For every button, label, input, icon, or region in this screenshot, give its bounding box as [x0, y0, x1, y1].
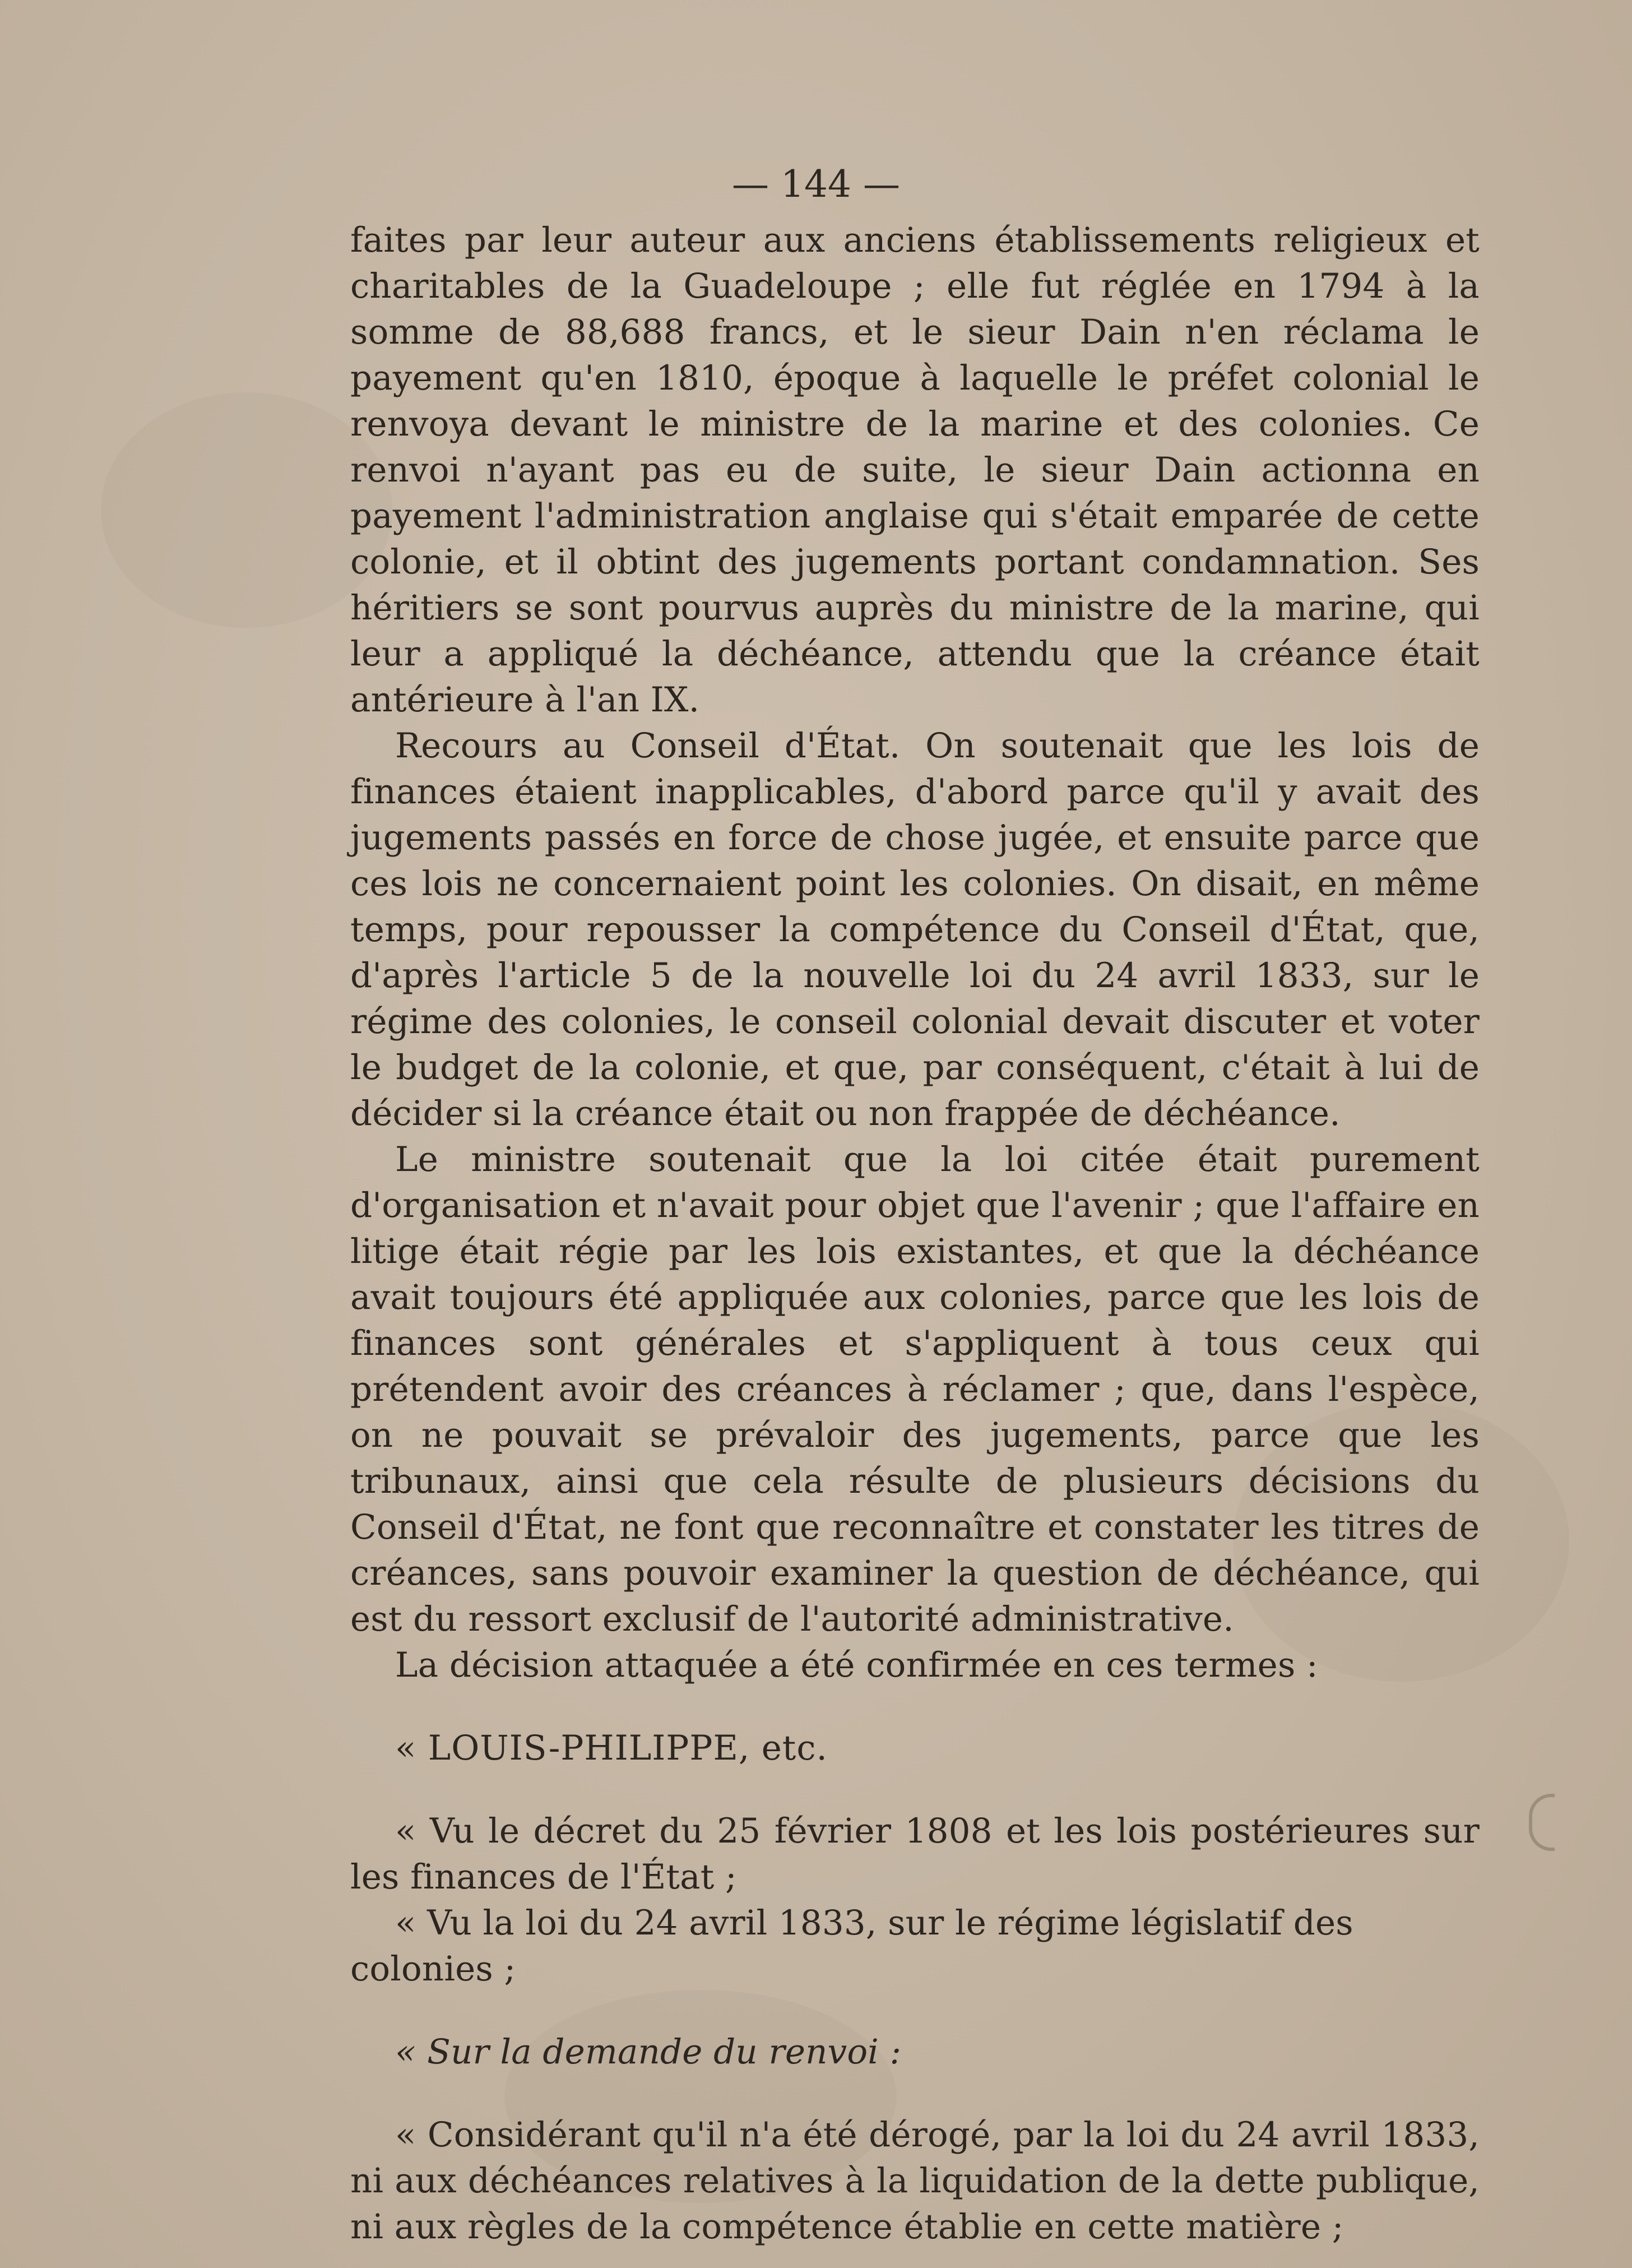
paragraph-sur-demande: « Sur la demande du renvoi : — [395, 2032, 902, 2072]
paragraph-ministre: Le ministre soutenait que la loi citée était purement d'organisation et n'avait pour objet que l'avenir ; que l'affaire en litige était régie par les lois existantes, et que la déchéance avait toujours été appliquée aux colonies, parce que les lois de finances sont générales et s'appliquent à tous ceux qui prétendent avoir des créances à réclamer ; que, dans l'espèce, on ne pouvait se prévaloir des jugements, parce que les tribunaux, ainsi que cela résulte de plusieurs décisions du Conseil d'État, ne font que reconnaître et constater les titres de créances, sans pouvoir examiner la question de déchéance, qui est du ressort exclusif de l'autorité administrative. — [350, 1140, 1480, 1639]
paragraph-recours: Recours au Conseil d'État. On soutenait que les lois de finances étaient inapplicables, d'abord parce qu'il y avait des jugements passés en force de chose jugée, et ensuite parce que ces lois ne concernaient point les colonies. On disait, en même temps, pour repousser la compétence du Conseil d'État, que, d'après l'article 5 de la nouvelle loi du 24 avril 1833, sur le régime des colonies, le conseil colonial devait discuter et voter le budget de la colonie, et que, par conséquent, c'était à lui de décider si la créance était ou non frappée de déchéance. — [350, 726, 1480, 1133]
page-edge-mark — [1529, 1794, 1555, 1851]
paragraph-considerant: « Considérant qu'il n'a été dérogé, par la loi du 24 avril 1833, ni aux déchéances relatives à la liquidation de la dette publique, ni aux règles de la compétence établie en cette matière ; — [350, 2115, 1480, 2247]
paragraph-continued: faites par leur auteur aux anciens établissements religieux et charitables de la Guadeloupe ; elle fut réglée en 1794 à la somme de 88,688 francs, et le sieur Dain n'en réclama le payement qu'en 1810, époque à laquelle le préfet colonial le renvoya devant le ministre de la marine et des colonies. Ce renvoi n'ayant pas eu de suite, le sieur Dain actionna en payement l'administration anglaise qui s'était emparée de cette colonie, et il obtint des jugements portant condamnation. Ses héritiers se sont pourvus auprès du ministre de la marine, qui leur a appliqué la déchéance, attendu que la créance était antérieure à l'an IX. — [350, 220, 1480, 720]
paragraph-vu-loi: « Vu la loi du 24 avril 1833, sur le régime législatif des colonies ; — [350, 1903, 1353, 1989]
paragraph-decision: La décision attaquée a été confirmée en ces termes : — [395, 1645, 1318, 1685]
page-number: — 144 — — [732, 163, 900, 206]
paragraph-vu-decret: « Vu le décret du 25 février 1808 et les lois postérieures sur les finances de l'État ; — [350, 1811, 1480, 1897]
paper-stain — [101, 392, 392, 628]
paragraph-louis-philippe: « LOUIS-PHILIPPE, etc. — [395, 1728, 828, 1768]
body-text — [350, 217, 1480, 2250]
